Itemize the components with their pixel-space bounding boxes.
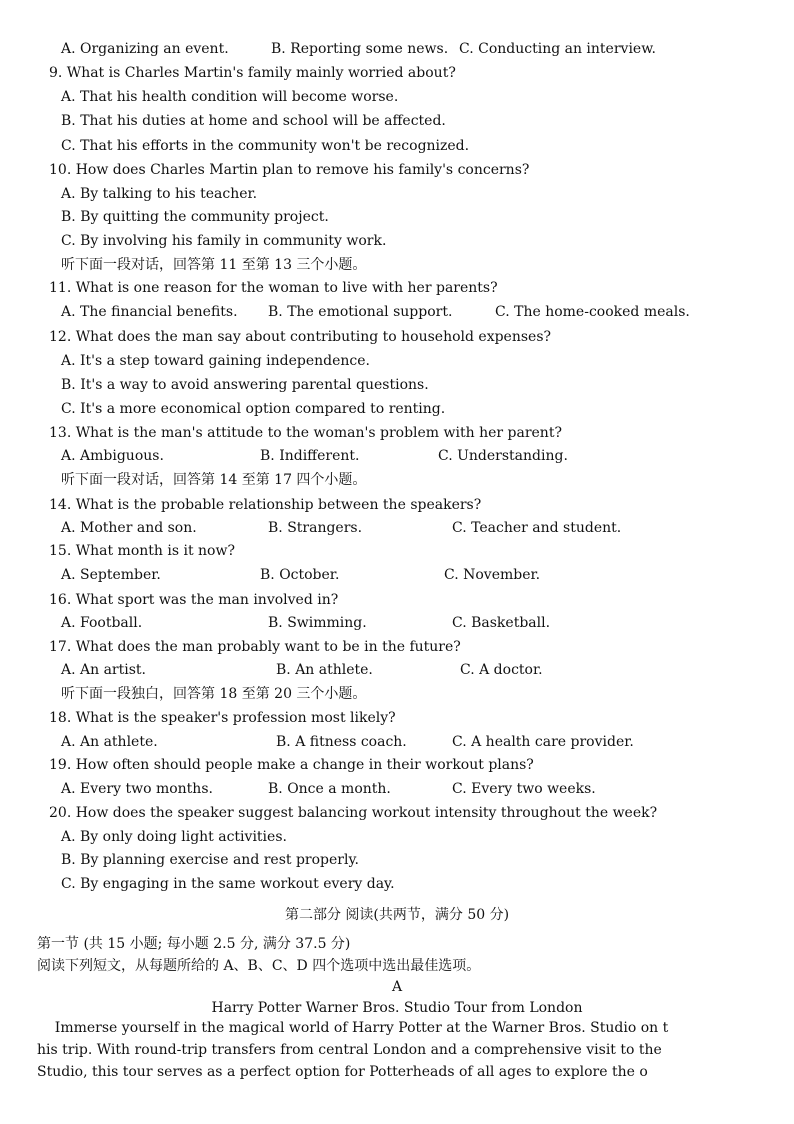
q9-option-a: A. That his health condition will become worse. <box>61 89 399 105</box>
q17-stem: 17. What does the man probably want to be in the future? <box>49 639 461 655</box>
q10-option-b: B. By quitting the community project. <box>61 209 329 225</box>
q17-option-b: B. An athlete. <box>276 662 373 678</box>
passage-line-1: Immerse yourself in the magical world of Harry Potter at the Warner Bros. Studio on t <box>37 1020 669 1036</box>
q10-option-a: A. By talking to his teacher. <box>61 186 258 202</box>
q16-option-a: A. Football. <box>61 615 143 631</box>
q9-option-c: C. That his efforts in the community won't be recognized. <box>61 138 470 154</box>
q9-stem: 9. What is Charles Martin's family mainly worried about? <box>49 65 456 81</box>
q14-option-b: B. Strangers. <box>268 520 363 536</box>
q13-stem: 13. What is the man's attitude to the woman's problem with her parent? <box>49 425 562 441</box>
q17-option-a: A. An artist. <box>61 662 146 678</box>
q16-option-c: C. Basketball. <box>452 615 551 631</box>
q16-option-b: B. Swimming. <box>268 615 367 631</box>
section1-heading: 第一节 (共 15 小题; 每小题 2.5 分, 满分 37.5 分) <box>37 936 351 952</box>
passage-letter: A <box>391 979 403 995</box>
q17-option-c: C. A doctor. <box>460 662 543 678</box>
passage-title: Harry Potter Warner Bros. Studio Tour from London <box>211 1000 583 1016</box>
q12-option-a: A. It's a step toward gaining independence. <box>61 353 370 369</box>
q13-option-a: A. Ambiguous. <box>61 448 164 464</box>
q12-stem: 12. What does the man say about contributing to household expenses? <box>49 329 552 345</box>
q13-option-b: B. Indifferent. <box>260 448 360 464</box>
q12-option-c: C. It's a more economical option compared to renting. <box>61 401 446 417</box>
q8-option-c: C. Conducting an interview. <box>459 41 656 57</box>
q11-option-a: A. The financial benefits. <box>61 304 238 320</box>
q18-option-b: B. A fitness coach. <box>276 734 407 750</box>
q14-option-c: C. Teacher and student. <box>452 520 622 536</box>
q11-option-c: C. The home-cooked meals. <box>495 304 690 320</box>
q13-option-c: C. Understanding. <box>438 448 568 464</box>
q19-option-c: C. Every two weeks. <box>452 781 596 797</box>
q19-option-a: A. Every two months. <box>61 781 213 797</box>
q19-stem: 19. How often should people make a change in their workout plans? <box>49 757 534 773</box>
q20-option-c: C. By engaging in the same workout every day. <box>61 876 395 892</box>
q20-option-b: B. By planning exercise and rest properly. <box>61 852 359 868</box>
q11-stem: 11. What is one reason for the woman to live with her parents? <box>49 280 498 296</box>
q14-option-a: A. Mother and son. <box>61 520 197 536</box>
instruction-14-17: 听下面一段对话，回答第 14 至第 17 四个小题。 <box>61 472 367 488</box>
q18-option-a: A. An athlete. <box>61 734 158 750</box>
q19-option-b: B. Once a month. <box>268 781 391 797</box>
q18-stem: 18. What is the speaker's profession most likely? <box>49 710 396 726</box>
q8-option-b: B. Reporting some news. <box>271 41 449 57</box>
instruction-11-13: 听下面一段对话，回答第 11 至第 13 三个小题。 <box>61 257 367 273</box>
q15-option-b: B. October. <box>260 567 340 583</box>
q10-stem: 10. How does Charles Martin plan to remove his family's concerns? <box>49 162 530 178</box>
q15-option-a: A. September. <box>61 567 161 583</box>
q20-option-a: A. By only doing light activities. <box>61 829 287 845</box>
q18-option-c: C. A health care provider. <box>452 734 634 750</box>
q15-stem: 15. What month is it now? <box>49 543 235 559</box>
q11-option-b: B. The emotional support. <box>268 304 453 320</box>
reading-instruction: 阅读下列短文，从每题所给的 A、B、C、D 四个选项中选出最佳选项。 <box>37 958 481 974</box>
instruction-18-20: 听下面一段独白，回答第 18 至第 20 三个小题。 <box>61 686 367 702</box>
passage-line-2: his trip. With round-trip transfers from central London and a comprehensive visit to the <box>37 1042 662 1058</box>
q9-option-b: B. That his duties at home and school will be affected. <box>61 113 446 129</box>
q10-option-c: C. By involving his family in community work. <box>61 233 387 249</box>
part2-title: 第二部分 阅读(共两节，满分 50 分) <box>284 907 510 923</box>
q14-stem: 14. What is the probable relationship between the speakers? <box>49 497 482 513</box>
q15-option-c: C. November. <box>444 567 541 583</box>
passage-line-3: Studio, this tour serves as a perfect option for Potterheads of all ages to explore the o <box>37 1064 648 1080</box>
q12-option-b: B. It's a way to avoid answering parental questions. <box>61 377 429 393</box>
q8-option-a: A. Organizing an event. <box>61 41 229 57</box>
q20-stem: 20. How does the speaker suggest balancing workout intensity throughout the week? <box>49 805 658 821</box>
q16-stem: 16. What sport was the man involved in? <box>49 592 339 608</box>
